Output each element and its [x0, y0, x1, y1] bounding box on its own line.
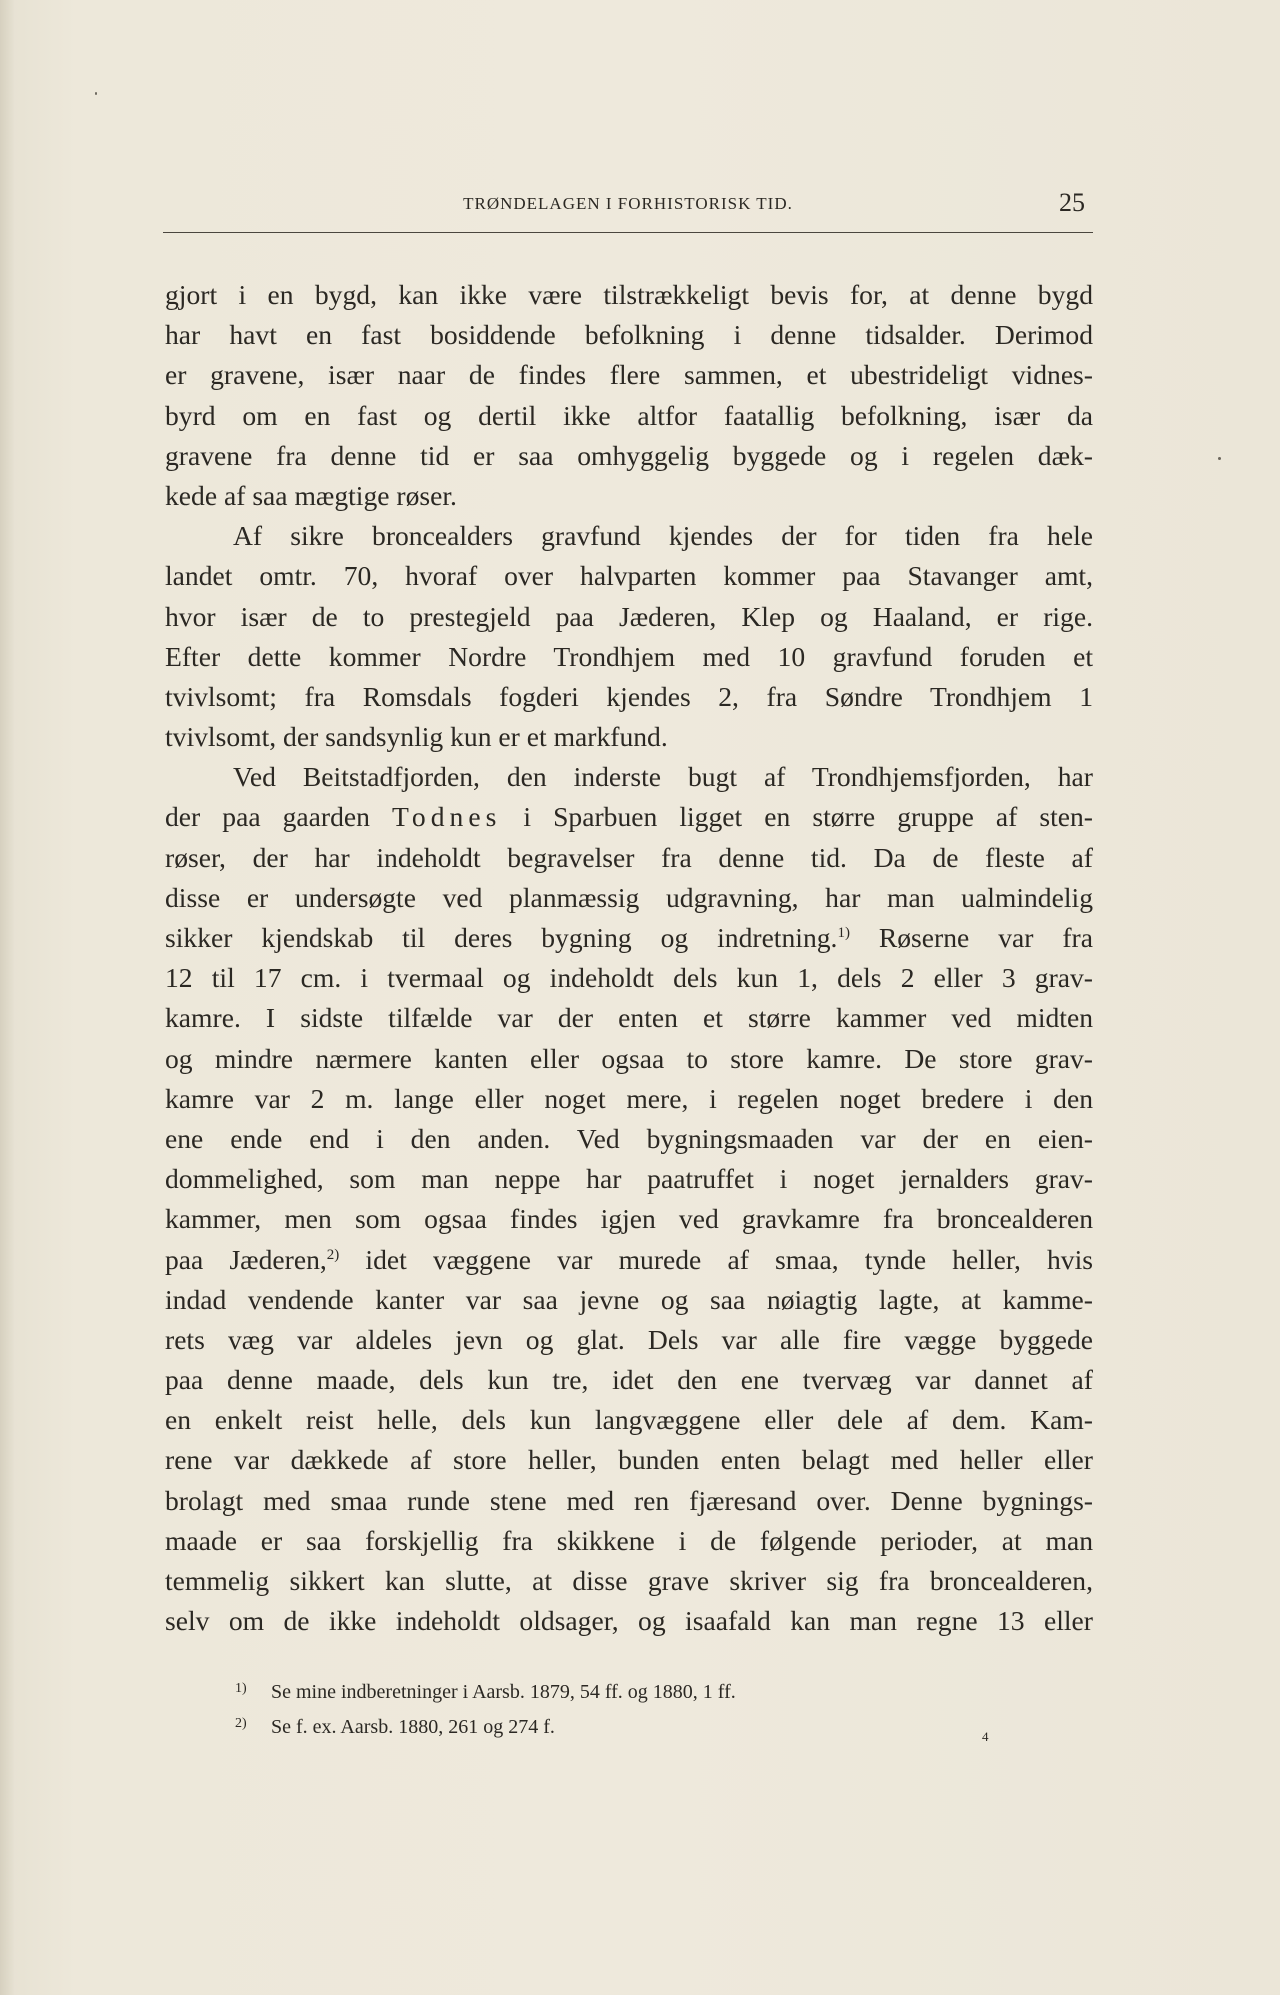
footnote-reference: 1) — [837, 925, 850, 941]
text-line: Efter dette kommer Nordre Trondhjem med 10 gravfund foruden et — [165, 640, 1093, 672]
footnote-text: Se f. ex. Aarsb. 1880, 261 og 274 f. — [271, 1716, 555, 1738]
text-line: byrd om en fast og dertil ikke altfor faatallig befolkning, især da — [165, 399, 1093, 431]
footnote-text: Se mine indberetninger i Aarsb. 1879, 54 ff. og 1880, 1 ff. — [271, 1681, 736, 1703]
text-line: kamre var 2 m. lange eller noget mere, i regelen noget bredere i den — [165, 1082, 1093, 1114]
footnote-mark: 1) — [235, 1681, 247, 1696]
text-line: temmelig sikkert kan slutte, at disse grave skriver sig fra broncealderen, — [165, 1565, 1093, 1596]
text-line: gravene fra denne tid er saa omhyggelig byggede og i regelen dæk- — [165, 439, 1093, 471]
running-title: TRØNDELAGEN I FORHISTORISK TID. — [463, 194, 793, 213]
text-line: paa denne maade, dels kun tre, idet den ene tvervæg var dannet af — [165, 1364, 1093, 1396]
text-line: rene var dækkede af store heller, bunden enten belagt med heller eller — [165, 1444, 1093, 1476]
text-line: rets væg var aldeles jevn og glat. Dels var alle fire vægge byggede — [165, 1323, 1093, 1355]
text-line: indad vendende kanter var saa jevne og saa nøiagtig lagte, at kamme- — [165, 1283, 1093, 1315]
text-line: brolagt med smaa runde stene med ren fjæresand over. Denne bygnings- — [165, 1484, 1093, 1516]
body-text — [165, 275, 1093, 1641]
footnote — [235, 1708, 955, 1743]
text-line: landet omtr. 70, hvoraf over halvparten kommer paa Stavanger amt, — [165, 560, 1093, 592]
running-head — [163, 188, 1093, 233]
text-line: er gravene, især naar de findes flere sammen, et ubestrideligt vidnes- — [165, 359, 1093, 391]
text-line: hvor især de to prestegjeld paa Jæderen, Klep og Haaland, er rige. — [165, 600, 1093, 632]
text-line: 12 til 17 cm. i tvermaal og indeholdt dels kun 1, dels 2 eller 3 grav- — [165, 962, 1093, 994]
footnote-reference: 2) — [326, 1246, 340, 1263]
text-line: tvivlsomt; fra Romsdals fogderi kjendes 2, fra Søndre Trondhjem 1 — [165, 680, 1093, 712]
text-line: selv om de ikke indeholdt oldsager, og isaafald kan man regne 13 eller — [165, 1605, 1093, 1637]
footnotes — [235, 1673, 955, 1743]
text-line: kammer, men som ogsaa findes igjen ved gravkamre fra broncealderen — [165, 1203, 1093, 1235]
text-line: kede af saa mægtige røser. — [165, 479, 457, 511]
text-line: gjort i en bygd, kan ikke være tilstrækkeligt bevis for, at denne bygd — [165, 279, 1093, 310]
text-line: der paa gaarden Todnes i Sparbuen ligget en større gruppe af sten- — [165, 801, 1093, 833]
text-line: røser, der har indeholdt begravelser fra denne tid. Da de fleste af — [165, 841, 1093, 873]
paragraph — [165, 275, 1093, 516]
text-line: og mindre nærmere kanten eller ogsaa to store kamre. De store grav- — [165, 1042, 1093, 1074]
paper-speck — [1218, 457, 1221, 460]
text-line: sikker kjendskab til deres bygning og indretning.$^{1)}$ Røserne var fra — [165, 922, 1093, 953]
text-line: dommelighed, som man neppe har paatruffet i noget jernalders grav- — [165, 1163, 1093, 1195]
text-line: maade er saa forskjellig fra skikkene i de følgende perioder, at man — [165, 1524, 1093, 1556]
text-line: paa Jæderen,$^{2)}$ idet væggene var murede af smaa, tynde heller, hvis — [165, 1243, 1093, 1275]
text-line: en enkelt reist helle, dels kun langvæggene eller dele af dem. Kam- — [165, 1404, 1093, 1436]
paper-speck — [95, 92, 97, 95]
paragraph — [165, 757, 1093, 1641]
paragraph — [165, 516, 1093, 757]
spine-shadow — [0, 0, 14, 1995]
text-line: Ved Beitstadfjorden, den inderste bugt af Trondhjemsfjorden, har — [233, 761, 1093, 793]
text-line: disse er undersøgte ved planmæssig udgravning, har man ualmindelig — [165, 881, 1093, 913]
page-number: 25 — [1059, 188, 1085, 217]
footnote-mark: 2) — [235, 1716, 247, 1731]
text-line: ene ende end i den anden. Ved bygningsmaaden var der en eien- — [165, 1122, 1093, 1154]
footnote — [235, 1673, 955, 1708]
text-line: Af sikre broncealders gravfund kjendes der for tiden fra hele — [233, 520, 1093, 552]
text-line: har havt en fast bosiddende befolkning i denne tidsalder. Derimod — [165, 319, 1093, 351]
text-line: tvivlsomt, der sandsynlig kun er et markfund. — [165, 721, 668, 753]
text-line: kamre. I sidste tilfælde var der enten et større kammer ved midten — [165, 1002, 1093, 1034]
emphasized-place-name: Todnes — [392, 801, 502, 833]
signature-mark: 4 — [982, 1729, 989, 1744]
